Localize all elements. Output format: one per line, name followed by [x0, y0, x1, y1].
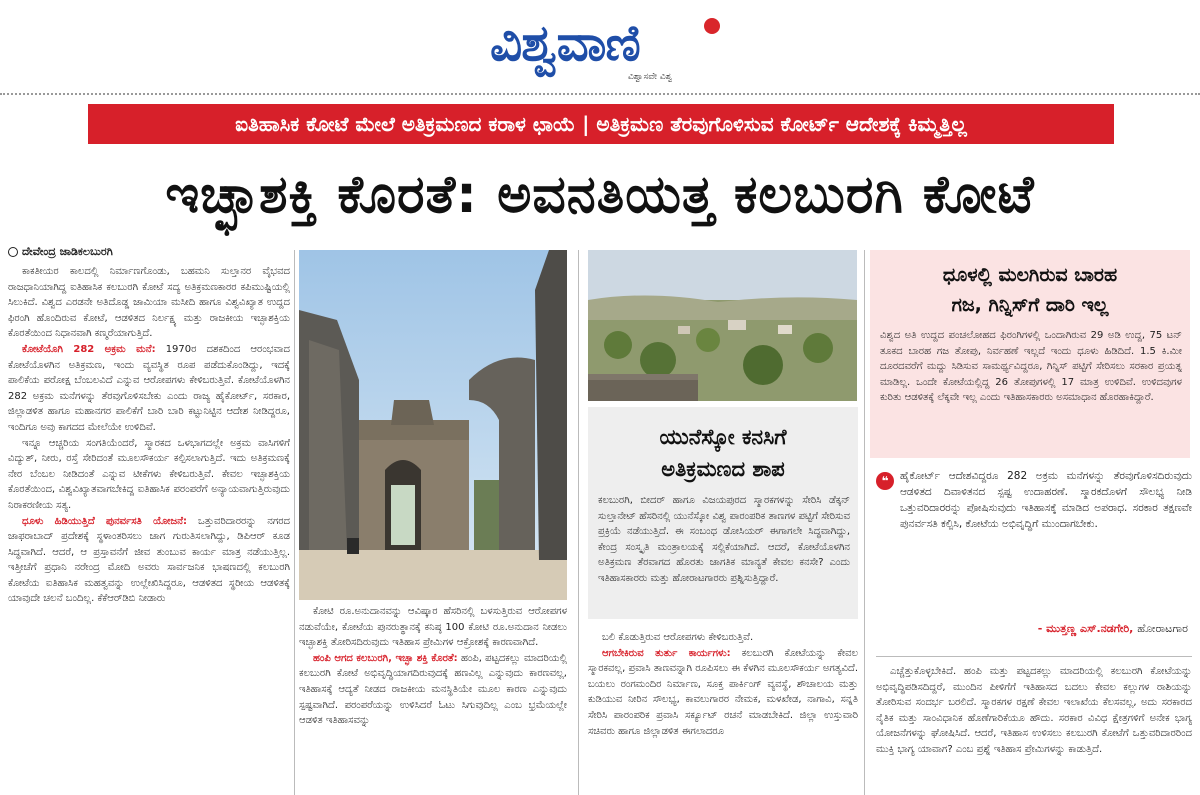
- article-column-2: [299, 604, 567, 794]
- author-icon: [8, 247, 18, 257]
- unesco-title-line: ಯುನೆಸ್ಕೋ ಕನಸಿಗೆ: [659, 425, 787, 449]
- paragraph: ಬಲಿ ಕೊಡುತ್ತಿರುವ ಆರೋಪಗಳು ಕೇಳಿಬರುತ್ತಿವೆ.: [602, 632, 754, 643]
- byline: [8, 245, 113, 259]
- column-rule: [294, 250, 295, 795]
- paragraph-text: ಒತ್ತುವರಿದಾರರನ್ನು ನಗರದ ಜಾಫರಾಬಾದ್ ಪ್ರದೇಶಕ್ಕೆ ಸ್ಥಳಾಂತರಿಸಲು ಜಾಗ ಗುರುತಿಸಲಾಗಿದ್ದು, ಡಿಪಿಆರ್ ಕೂಡ ಸಿದ್ಧವಾಗಿದೆ. ಆದರೆ, ಆ ಪ್ರಸ್ತಾವನೆಗೆ ಜೀವ ತುಂಬುವ ಕಾರ್ಯ ಮಾತ್ರ ನಡೆಯುತ್ತಿಲ್ಲ. ಇತ್ತೀಚೆಗೆ ಪ್ರಧಾನಿ ನರೇಂದ್ರ ಮೋದಿ ಅವರು ಸಾರ್ವಜನಿಕ ಭಾಷಣದಲ್ಲಿ ಕಲಬುರಗಿ ಕೋಟೆಯ ಐತಿಹಾಸಿಕ ಮಹತ್ವವನ್ನು ಉಲ್ಲೇಖಿಸಿದ್ದರೂ, ಆಡಳಿತದ ಸ್ಥರೀಯ ಆಡಳಿತಕ್ಕೆ ಯಾವುದೇ ಚಲನೆ ಬಂದಿಲ್ಲ. ಕೆಕೆಆರ್‌ಡಿಬಿ ನೀಡಾರು: [8, 515, 290, 605]
- paragraph-text: 1970ರ ದಶಕದಿಂದ ಆರಂಭವಾದ ಕೋಟೆಯೊಳಗಿನ ಅತಿಕ್ರಮಣ, ಇಂದು ವ್ಯವಸ್ಥಿತ ರೂಪ ಪಡೆದುಕೊಂಡಿದ್ದು, ಇದಕ್ಕೆ ಪಾಲಿಕೆಯ ಪರೋಕ್ಷ ಬೆಂಬಲವಿದೆ ಎನ್ನುವ ಆರೋಪಗಳು ಕೇಳಿಬರುತ್ತಿವೆ. ಕೋಟೆಯೊಳಗಿನ 282 ಅಕ್ರಮ ಮನೆಗಳನ್ನು ತೆರವುಗೊಳಿಸಬೇಕು ಎಂದು ರಾಜ್ಯ ಹೈಕೋರ್ಟ್, ಸರಕಾರ, ಜಿಲ್ಲಾಡಳಿತ ಹಾಗೂ ಮಹಾನಗರ ಪಾಲಿಕೆಗೆ ಬಾರಿ ಬಾರಿ ಕಟ್ಟುನಿಟ್ಟಿನ ಆದೇಶ ನೀಡಿದ್ದರೂ, ಇಂದಿಗೂ ಅವು ಕಾಗದದ ಮೇಲೆಯೇ ಉಳಿದಿವೆ.: [8, 343, 290, 433]
- article-column-1: [8, 264, 290, 794]
- sidebox-title: [870, 260, 1190, 320]
- masthead-divider: [0, 93, 1200, 95]
- quote-text: ಹೈಕೋರ್ಟ್ ಆದೇಶವಿದ್ದರೂ 282 ಅಕ್ರಮ ಮನೆಗಳನ್ನು ತೆರವುಗೊಳಿಸದಿರುವುದು ಆಡಳಿತದ ದಿವಾಳಿತನದ ಸ್ಪಷ್ಟ ಉದಾಹರಣೆ. ಸ್ಮಾರಕದೊಳಗೆ ಸೌಲಭ್ಯ ನೀಡಿ ಒತ್ತುವರಿದಾರರನ್ನು ಪೋಷಿಸುವುದು ಇತಿಹಾಸಕ್ಕೆ ಮಾಡಿದ ಅಪರಾಧ. ಸರಕಾರ ತಕ್ಷಣವೇ ಪುನರ್ವಸತಿ ಕಲ್ಪಿಸಿ, ಕೋಟೆಯ ಅಭಿವೃದ್ಧಿಗೆ ಮುಂದಾಗಬೇಕು.: [900, 470, 1192, 530]
- paragraph-text: ಹಂಪಿ, ಪಟ್ಟದಕಲ್ಲು ಮಾದರಿಯಲ್ಲಿ ಕಲಬುರಗಿ ಕೋಟೆ ಅಭಿವೃದ್ಧಿಯಾಗದಿರುವುದಕ್ಕೆ ಹಣವಿಲ್ಲ ಎನ್ನುವುದು ಕಾರಣವಲ್ಲ, ಇತಿಹಾಸಕ್ಕೆ ಆದ್ಯತೆ ನೀಡದ ರಾಜಕೀಯ ಮನಸ್ಥಿತಿಯೇ ಮೂಲ ಕಾರಣ ಎನ್ನುವುದು ಸ್ಪಷ್ಟವಾಗಿದೆ. ಪರಂಪರೆಯನ್ನು ಉಳಿಸಿದರೆ ಓಟು ಸಿಗುವುದಿಲ್ಲ ಎಂಬ ಭ್ರಮೆಯಲ್ಲೇ ಆಡಳಿತ ಇತಿಹಾಸವನ್ನು: [299, 652, 567, 727]
- subheading: ಹಂಪಿ ಆಗದ ಕಲಬುರಗಿ, ಇಚ್ಛಾ ಶಕ್ತಿ ಕೊರತೆ:: [313, 652, 458, 664]
- unesco-box-text: ಕಲಬುರಗಿ, ಬೀದರ್ ಹಾಗೂ ವಿಜಯಪುರದ ಸ್ಮಾರಕಗಳನ್ನು ಸೇರಿಸಿ ಡೆಕ್ಕನ್ ಸುಲ್ತಾನೇಟ್ ಹೆಸರಿನಲ್ಲಿ ಯುನೆಸ್ಕೋ ವಿಶ್ವ ಪಾರಂಪರಿಕ ತಾಣಗಳ ಪಟ್ಟಿಗೆ ಸೇರಿಸುವ ಪ್ರಕ್ರಿಯೆ ನಡೆಯುತ್ತಿದೆ. ಈ ಸಂಬಂಧ ಡೋಸಿಯರ್ ಈಗಾಗಲೇ ಸಿದ್ಧವಾಗಿದ್ದು, ಕೇಂದ್ರ ಸಂಸ್ಕೃತಿ ಮಂತ್ರಾಲಯಕ್ಕೆ ಸಲ್ಲಿಕೆಯಾಗಿದೆ. ಆದರೆ, ಕೋಟೆಯೊಳಗಿನ ಅತಿಕ್ರಮಣ ತೆರವಾಗದ ಹೊರತು ಜಾಗತಿಕ ಮಾನ್ಯತೆ ಕೇವಲ ಕನಸೇ? ಎಂದು ಇತಿಹಾಸಕಾರರು ಮತ್ತು ಹೋರಾಟಗಾರರು ಪ್ರಶ್ನಿಸುತ್ತಿದ್ದಾರೆ.: [598, 495, 850, 584]
- paragraph: [8, 342, 290, 436]
- paragraph: [299, 651, 567, 729]
- subheading: ಆಗಬೇಕಿರುವ ತುರ್ತು ಕಾರ್ಯಗಳು:: [602, 647, 731, 659]
- column-rule: [864, 250, 865, 795]
- newspaper-logo: ವಿಶ್ವವಾಣಿ: [490, 14, 640, 72]
- unesco-box-title: [588, 421, 858, 485]
- quote-author: - ಮುತ್ತಣ್ಣ ಎಸ್.ನಡಗೇರಿ,: [1037, 622, 1134, 635]
- subheading: ಕೋಟೆಯೊಗಿ 282 ಅಕ್ರಮ ಮನೆ:: [22, 343, 156, 355]
- sidebox-title-line: ಧೂಳಲ್ಲಿ ಮಲಗಿರುವ ಬಾರಹ: [942, 264, 1118, 286]
- logo-dot-icon: [704, 18, 720, 34]
- bara-gaja-sidebox: [870, 250, 1190, 458]
- article-column-3: [588, 630, 858, 795]
- column-rule: [578, 250, 579, 795]
- paragraph: [588, 646, 858, 740]
- masthead: [0, 0, 1200, 92]
- paragraph: ಎಚ್ಚೆತ್ತುಕೊಳ್ಳಬೇಕಿದೆ. ಹಂಪಿ ಮತ್ತು ಪಟ್ಟದಕಲ್ಲು ಮಾದರಿಯಲ್ಲಿ ಕಲಬುರಗಿ ಕೋಟೆಯನ್ನು ಅಭಿವೃದ್ಧಿಪಡಿಸದಿದ್ದರೆ, ಮುಂದಿನ ಪೀಳಿಗೆಗೆ ಇತಿಹಾಸದ ಬದಲು ಕೇವಲ ಕಲ್ಲುಗಳ ರಾಶಿಯನ್ನು ತೋರಿಸುವ ಸಂದರ್ಭ ಬರಲಿದೆ. ಸ್ಮಾರಕಗಳ ರಕ್ಷಣೆ ಕೇವಲ ಇಲಾಖೆಯ ಕೆಲಸವಲ್ಲ, ಅದು ಸರಕಾರದ ನೈತಿಕ ಮತ್ತು ಸಾಂವಿಧಾನಿಕ ಹೊಣೆಗಾರಿಕೆಯೂ ಹೌದು. ಸರಕಾರ ವಿವಿಧ ಕ್ಷೇತ್ರಗಳಿಗೆ ಅನೇಕ ಭಾಗ್ಯ ಯೋಜನೆಗಳನ್ನು ಘೋಷಿಸಿದೆ. ಆದರೆ, ಇತಿಹಾಸ ಉಳಿಸಲು ಕಲಬುರಗಿ ಕೋಟೆಗೆ ಒತ್ತುವರಿದಾರರಿಂದ ಮುಕ್ತಿ ಭಾಗ್ಯ ಯಾವಾಗ? ಎಂಬ ಪ್ರಶ್ನೆ ಇತಿಹಾಸ ಪ್ರೇಮಿಗಳನ್ನು ಕಾಡುತ್ತಿದೆ.: [876, 666, 1192, 755]
- quote-author-role: ಹೋರಾಟಗಾರ: [1137, 622, 1188, 635]
- section-divider: [876, 656, 1192, 657]
- sidebox-text: ವಿಶ್ವದ ಅತಿ ಉದ್ದದ ಪಂಚಲೋಹದ ಫಿರಂಗಿಗಳಲ್ಲಿ ಒಂದಾಗಿರುವ 29 ಅಡಿ ಉದ್ದ, 75 ಟನ್ ತೂಕದ ಬಾರಹ ಗಜ ತೋಪು, ನಿರ್ವಹಣೆ ಇಲ್ಲದೆ ಇಂದು ಧೂಳು ಹಿಡಿದಿದೆ. 1.5 ಕಿ.ಮೀ ದೂರದವರೆಗೆ ಮದ್ದು ಸಿಡಿಸುವ ಸಾಮರ್ಥ್ಯವಿದ್ದರೂ, ಗಿನ್ನಿಸ್ ಪಟ್ಟಿಗೆ ಸೇರಿಸಲು ಸರಕಾರ ಪ್ರಯತ್ನ ಮಾಡಿಲ್ಲ. ಒಂದೇ ಕೋಟೆಯಲ್ಲಿದ್ದ 26 ತೋಪುಗಳಲ್ಲಿ 17 ಮಾತ್ರ ಉಳಿದಿವೆ. ಉಳಿದವುಗಳ ಕುರಿತು ಆಡಳಿತಕ್ಕೆ ಲೆಕ್ಕವೇ ಇಲ್ಲ ಎಂದು ಇತಿಹಾಸಕಾರರು ಅಸಮಾಧಾನ ಹೊರಹಾಕಿದ್ದಾರೆ.: [880, 330, 1182, 404]
- paragraph-text: ಕಲಬುರಗಿ ಕೋಟೆಯನ್ನು ಕೇವಲ ಸ್ಮಾರಕವಲ್ಲ, ಪ್ರವಾಸಿ ತಾಣವನ್ನಾಗಿ ರೂಪಿಸಲು ಈ ಕೆಳಗಿನ ಮೂಲಸೌಕರ್ಯ ಅಗತ್ಯವಿದೆ. ಬಯಲು ರಂಗಮಂದಿರ ನಿರ್ಮಾಣ, ಸೂಕ್ತ ಪಾರ್ಕಿಂಗ್ ವ್ಯವಸ್ಥೆ, ಶೌಚಾಲಯ ಮತ್ತು ಕುಡಿಯುವ ನೀರಿನ ಸೌಲಭ್ಯ, ಕಾವಲುಗಾರರ ನೇಮಕ, ಮಳಖೇಡ, ನಾಗಾವಿ, ಸನ್ನತಿ ಸೇರಿಸಿ ಪಾರಂಪರಿಕ ಪ್ರವಾಸಿ ಸರ್ಕ್ಯೂಟ್ ರಚನೆ ಮಾಡಬೇಕಿದೆ. ಜಿಲ್ಲಾ ಉಸ್ತುವಾರಿ ಸಚಿವರು ಹಾಗೂ ಜಿಲ್ಲಾಡಳಿತ ಈಗಲಾದರೂ: [588, 647, 858, 737]
- activist-quote: [876, 468, 1192, 635]
- newspaper-tagline: ವಿಶ್ವಾಸವೇ ವಿಶ್ವ: [628, 72, 673, 82]
- byline-author: ದೇವೇಂದ್ರ ಜಾಡಿಕಲಬುರಗಿ: [22, 245, 113, 258]
- page-headline: ಇಚ್ಛಾಶಕ್ತಿ ಕೊರತೆ: ಅವನತಿಯತ್ತ ಕಲಬುರಗಿ ಕೋಟೆ: [165, 165, 1035, 225]
- fort-ruins-illustration: [299, 250, 567, 600]
- fort-aerial-illustration: [588, 250, 857, 401]
- fort-ruins-photo: [299, 250, 567, 600]
- sidebox-title-line: ಗಜ, ಗಿನ್ನಿಸ್‌ಗೆ ದಾರಿ ಇಲ್ಲ: [951, 294, 1109, 316]
- paragraph: ಕೋಟಿ ರೂ.ಅನುದಾನವನ್ನು ಆವಿಷ್ಕಾರ ಹೆಸರಿನಲ್ಲಿ ಬಳಸುತ್ತಿರುವ ಆರೋಪಗಳ ನಡುವೆಯೇ, ಕೋಟೆಯ ಪುನರುತ್ಥಾನಕ್ಕೆ ಕನಿಷ್ಠ 100 ಕೋಟಿ ರೂ.ಅನುದಾನ ನೀಡಲು ಇಚ್ಛಾಶಕ್ತಿ ತೋರಿಸದಿರುವುದು ಇತಿಹಾಸ ಪ್ರೇಮಿಗಳ ಆಕ್ರೋಶಕ್ಕೆ ಕಾರಣವಾಗಿದೆ.: [299, 606, 567, 649]
- unesco-box: [588, 407, 858, 619]
- paragraph: ಇನ್ನೂ ಆಚ್ಚರಿಯ ಸಂಗತಿಯೆಂದರೆ, ಸ್ಮಾರಕದ ಒಳಭಾಗದಲ್ಲೇ ಅಕ್ರಮ ವಾಸಿಗಳಿಗೆ ವಿದ್ಯುತ್, ನೀರು, ರಸ್ತೆ ಸೇರಿದಂತೆ ಮೂಲಸೌಕರ್ಯ ಕಲ್ಪಿಸಲಾಗುತ್ತಿದೆ. ಇದು ಅತಿಕ್ರಮಣಕ್ಕೆ ನೇರ ಬೆಂಬಲ ನೀಡಿದಂತೆ ಎನ್ನುವ ಟೀಕೆಗಳು ಕೇಳಿಬರುತ್ತಿವೆ. ಕೇವಲ ಇಚ್ಛಾಶಕ್ತಿಯ ಕೊರತೆಯಿಂದ, ವಿಶ್ವವಿಖ್ಯಾತವಾಗಬೇಕಿದ್ದ ಐತಿಹಾಸಿಕ ಪರಂಪರೆಗೆ ಅನ್ಯಾಯವಾಗುತ್ತಿರುವುದು ನಿರಾಕರಣೀಯ ಸತ್ಯ.: [8, 437, 290, 511]
- paragraph: ಕಾಕತೀಯರ ಕಾಲದಲ್ಲಿ ನಿರ್ಮಾಣಗೊಂಡು, ಬಹಮನಿ ಸುಲ್ತಾನರ ವೈಭವದ ರಾಜಧಾನಿಯಾಗಿದ್ದ ಐತಿಹಾಸಿಕ ಕಲಬುರಗಿ ಕೋಟೆ ಸದ್ಯ ಅತಿಕ್ರಮಣಕಾರರ ಕಪಿಮುಷ್ಟಿಯಲ್ಲಿ ಸಿಲುಕಿದೆ. ವಿಶ್ವದ ಎರಡನೇ ಅತಿದೊಡ್ಡ ಜಾಮಿಯಾ ಮಸೀದಿ ಹಾಗೂ ವಿಶ್ವವಿಖ್ಯಾತ ಉದ್ದದ ಫಿರಂಗಿ ಹೊಂದಿರುವ ಕೋಟೆ, ಆಡಳಿತದ ನಿರ್ಲಕ್ಷ್ಯ ಮತ್ತು ರಾಜಕೀಯ ಇಚ್ಛಾಶಕ್ತಿಯ ಕೊರತೆಯಿಂದ ನಿಧಾನವಾಗಿ ಕಣ್ಮರೆಯಾಗುತ್ತಿದೆ.: [8, 266, 290, 340]
- paragraph: [8, 514, 290, 608]
- article-column-4: [876, 664, 1192, 794]
- quote-attribution: [1038, 622, 1188, 636]
- subheading: ಧೂಳು ಹಿಡಿಯುತ್ತಿದೆ ಪುನರ್ವಸತಿ ಯೋಜನೆ:: [22, 515, 188, 527]
- kicker-banner: ಐತಿಹಾಸಿಕ ಕೋಟೆ ಮೇಲೆ ಅತಿಕ್ರಮಣದ ಕರಾಳ ಛಾಯೆ | ಅತಿಕ್ರಮಣ ತೆರವುಗೊಳಿಸುವ ಕೋರ್ಟ್ ಆದೇಶಕ್ಕೆ ಕಿಮ್ಮತ್ತಿಲ್ಲ: [88, 104, 1114, 144]
- unesco-title-line: ಅತಿಕ್ರಮಣದ ಶಾಪ: [661, 457, 785, 481]
- fort-aerial-photo: [588, 250, 857, 401]
- quote-icon: ❝: [876, 472, 894, 490]
